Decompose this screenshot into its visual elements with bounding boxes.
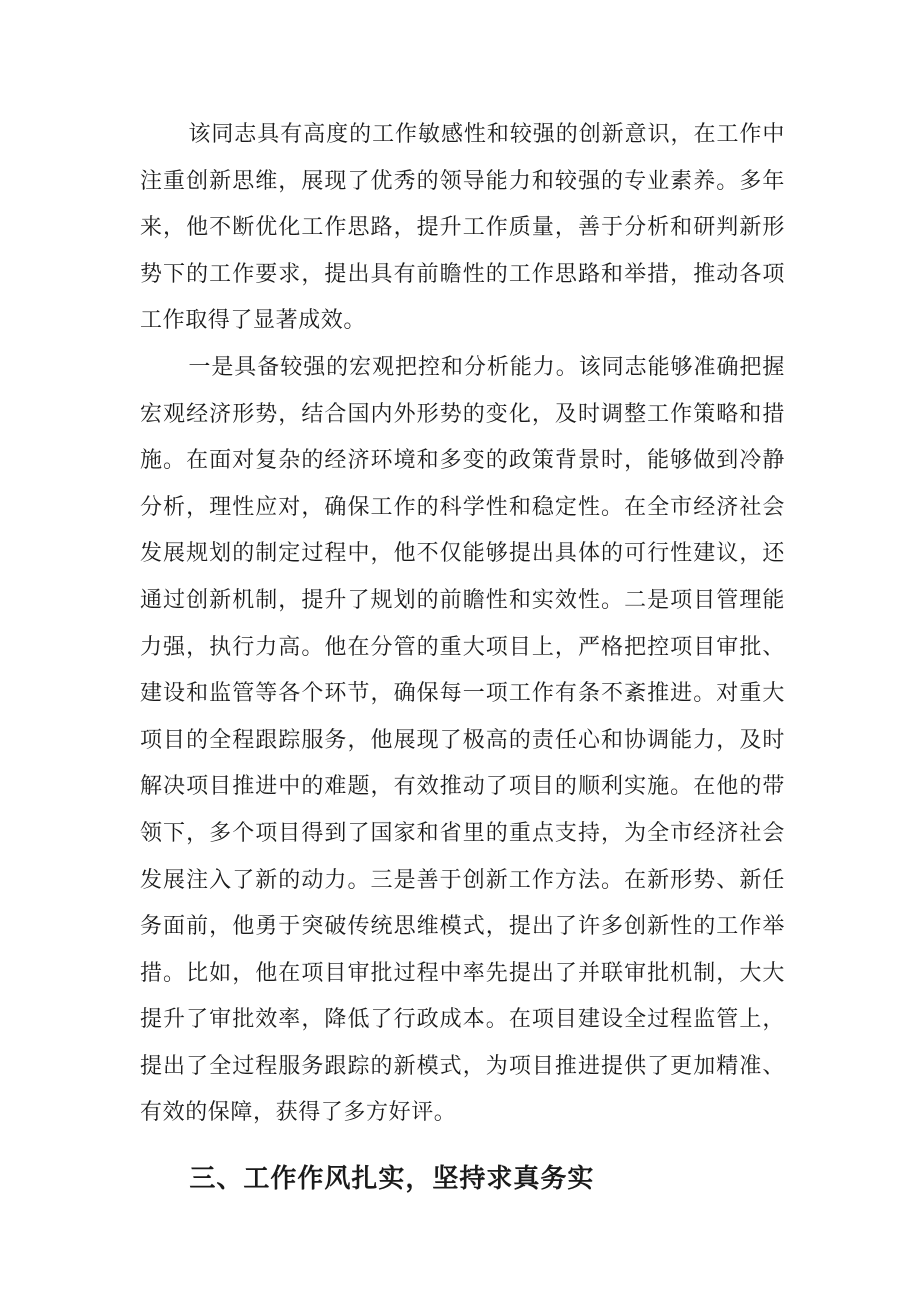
document-body [140, 112, 785, 1203]
paragraph-innovation: 该同志具有高度的工作敏感性和较强的创新意识，在工作中注重创新思维，展现了优秀的领导能力和较强的专业素养。多年来，他不断优化工作思路，提升工作质量，善于分析和研判新形势下的工作要求，提出具有前瞻性的工作思路和举措，推动各项工作取得了显著成效。 [140, 122, 785, 334]
section-heading: 三、工作作风扎实，坚持求真务实 [189, 1164, 595, 1195]
paragraph-capabilities: 一是具备较强的宏观把控和分析能力。该同志能够准确把握宏观经济形势，结合国内外形势的变化，及时调整工作策略和措施。在面对复杂的经济环境和多变的政策背景时，能够做到冷静分析，理性应对，确保工作的科学性和稳定性。在全市经济社会发展规划的制定过程中，他不仅能够提出具体的可行性建议，还通过创新机制，提升了规划的前瞻性和实效性。二是项目管理能力强，执行力高。他在分管的重大项目上，严格把控项目审批、建设和监管等各个环节，确保每一项工作有条不紊推进。对重大项目的全程跟踪服务，他展现了极高的责任心和协调能力，及时解决项目推进中的难题，有效推动了项目的顺利实施。在他的带领下，多个项目得到了国家和省里的重点支持，为全市经济社会发展注入了新的动力。三是善于创新工作方法。在新形势、新任务面前，他勇于突破传统思维模式，提出了许多创新性的工作举措。比如，他在项目审批过程中率先提出了并联审批机制，大大提升了审批效率，降低了行政成本。在项目建设全过程监管上，提出了全过程服务跟踪的新模式，为项目推进提供了更加精准、有效的保障，获得了多方好评。 [140, 354, 785, 1126]
